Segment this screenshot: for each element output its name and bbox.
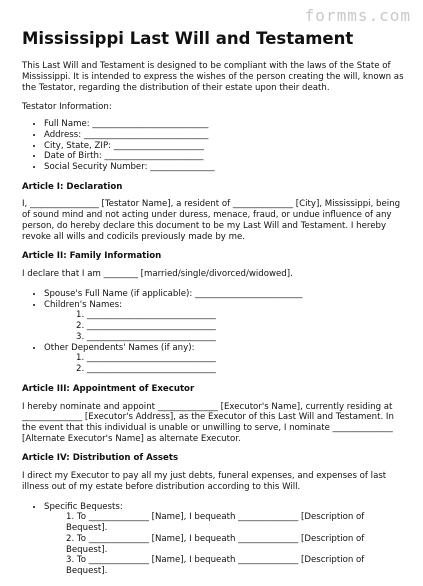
dependent-line: 2. ______________________________	[76, 364, 216, 375]
article-4-heading: Article IV: Distribution of Assets	[22, 453, 179, 464]
article-3-text: I hereby nominate and appoint ______________ [Executor's Name], currently residing at ______________ [Executor's Address], as the Executor of this Last Will and Testament. In the event that this individual is unable or unwilling to serve, I nominate ______________ [Alternate Executor's Name] as alternate Executor.	[22, 401, 394, 444]
children-item	[44, 300, 406, 343]
bequest-line: 1. To ______________ [Name], I bequeath ______________ [Description of Bequest].	[66, 512, 365, 534]
bequests-label: Specific Bequests:	[44, 501, 123, 512]
bequests-item	[44, 502, 406, 577]
article-2-text: I declare that I am ________ [married/single/divorced/widowed].	[22, 269, 293, 280]
article-2-heading: Article II: Family Information	[22, 251, 162, 262]
testator-fields	[22, 119, 406, 173]
field-city-state-zip: • City, State, ZIP: _____________________	[44, 141, 406, 152]
dependents-item	[44, 343, 406, 375]
bequest-lines	[44, 512, 406, 576]
field-address: • Address: _____________________________	[44, 130, 406, 141]
child-line: 1. ______________________________	[76, 310, 216, 321]
spouse-field: • Spouse's Full Name (if applicable): _________________________	[44, 289, 406, 300]
article-1-text: I, ________________ [Testator Name], a resident of ______________ [City], Mississippi, being of sound mind and not acting under duress, menace, fraud, or undue influence of any person, do hereby declare this document to be my Last Will and Testament. I hereby revoke all wills and codicils previously made by me.	[22, 199, 401, 242]
article-1-heading: Article I: Declaration	[22, 181, 123, 192]
child-line: 3. ______________________________	[76, 331, 216, 342]
family-list	[22, 289, 406, 375]
bequests-list	[22, 502, 406, 577]
bequest-line: 3. To ______________ [Name], I bequeath ______________ [Description of Bequest].	[66, 555, 365, 577]
article-4-text: I direct my Executor to pay all my just debts, funeral expenses, and expenses of last illness out of my estate before distribution according to this Will.	[22, 471, 387, 492]
document-page	[22, 30, 406, 586]
bequest-line: 2. To ______________ [Name], I bequeath ______________ [Description of Bequest].	[66, 533, 365, 555]
children-list	[44, 310, 406, 342]
children-label: Children's Names:	[44, 299, 123, 310]
child-line: 2. ______________________________	[76, 321, 216, 332]
dependents-label: Other Dependents' Names (if any):	[44, 342, 195, 353]
document-title: Mississippi Last Will and Testament	[22, 29, 354, 48]
dependent-line: 1. ______________________________	[76, 353, 216, 364]
field-full-name: • Full Name: ___________________________	[44, 119, 406, 130]
article-3-heading: Article III: Appointment of Executor	[22, 383, 195, 394]
field-ssn: • Social Security Number: _______________	[44, 162, 406, 173]
watermark: formms.com	[304, 6, 411, 25]
intro-paragraph: This Last Will and Testament is designed to be compliant with the laws of the State of Mississippi. It is intended to express the wishes of the person creating the will, known as the Testator, regarding the distribution of their estate upon their death.	[22, 61, 404, 93]
dependents-list	[44, 353, 406, 374]
field-date-of-birth: • Date of Birth: _______________________	[44, 151, 406, 162]
testator-heading: Testator Information:	[22, 102, 112, 113]
